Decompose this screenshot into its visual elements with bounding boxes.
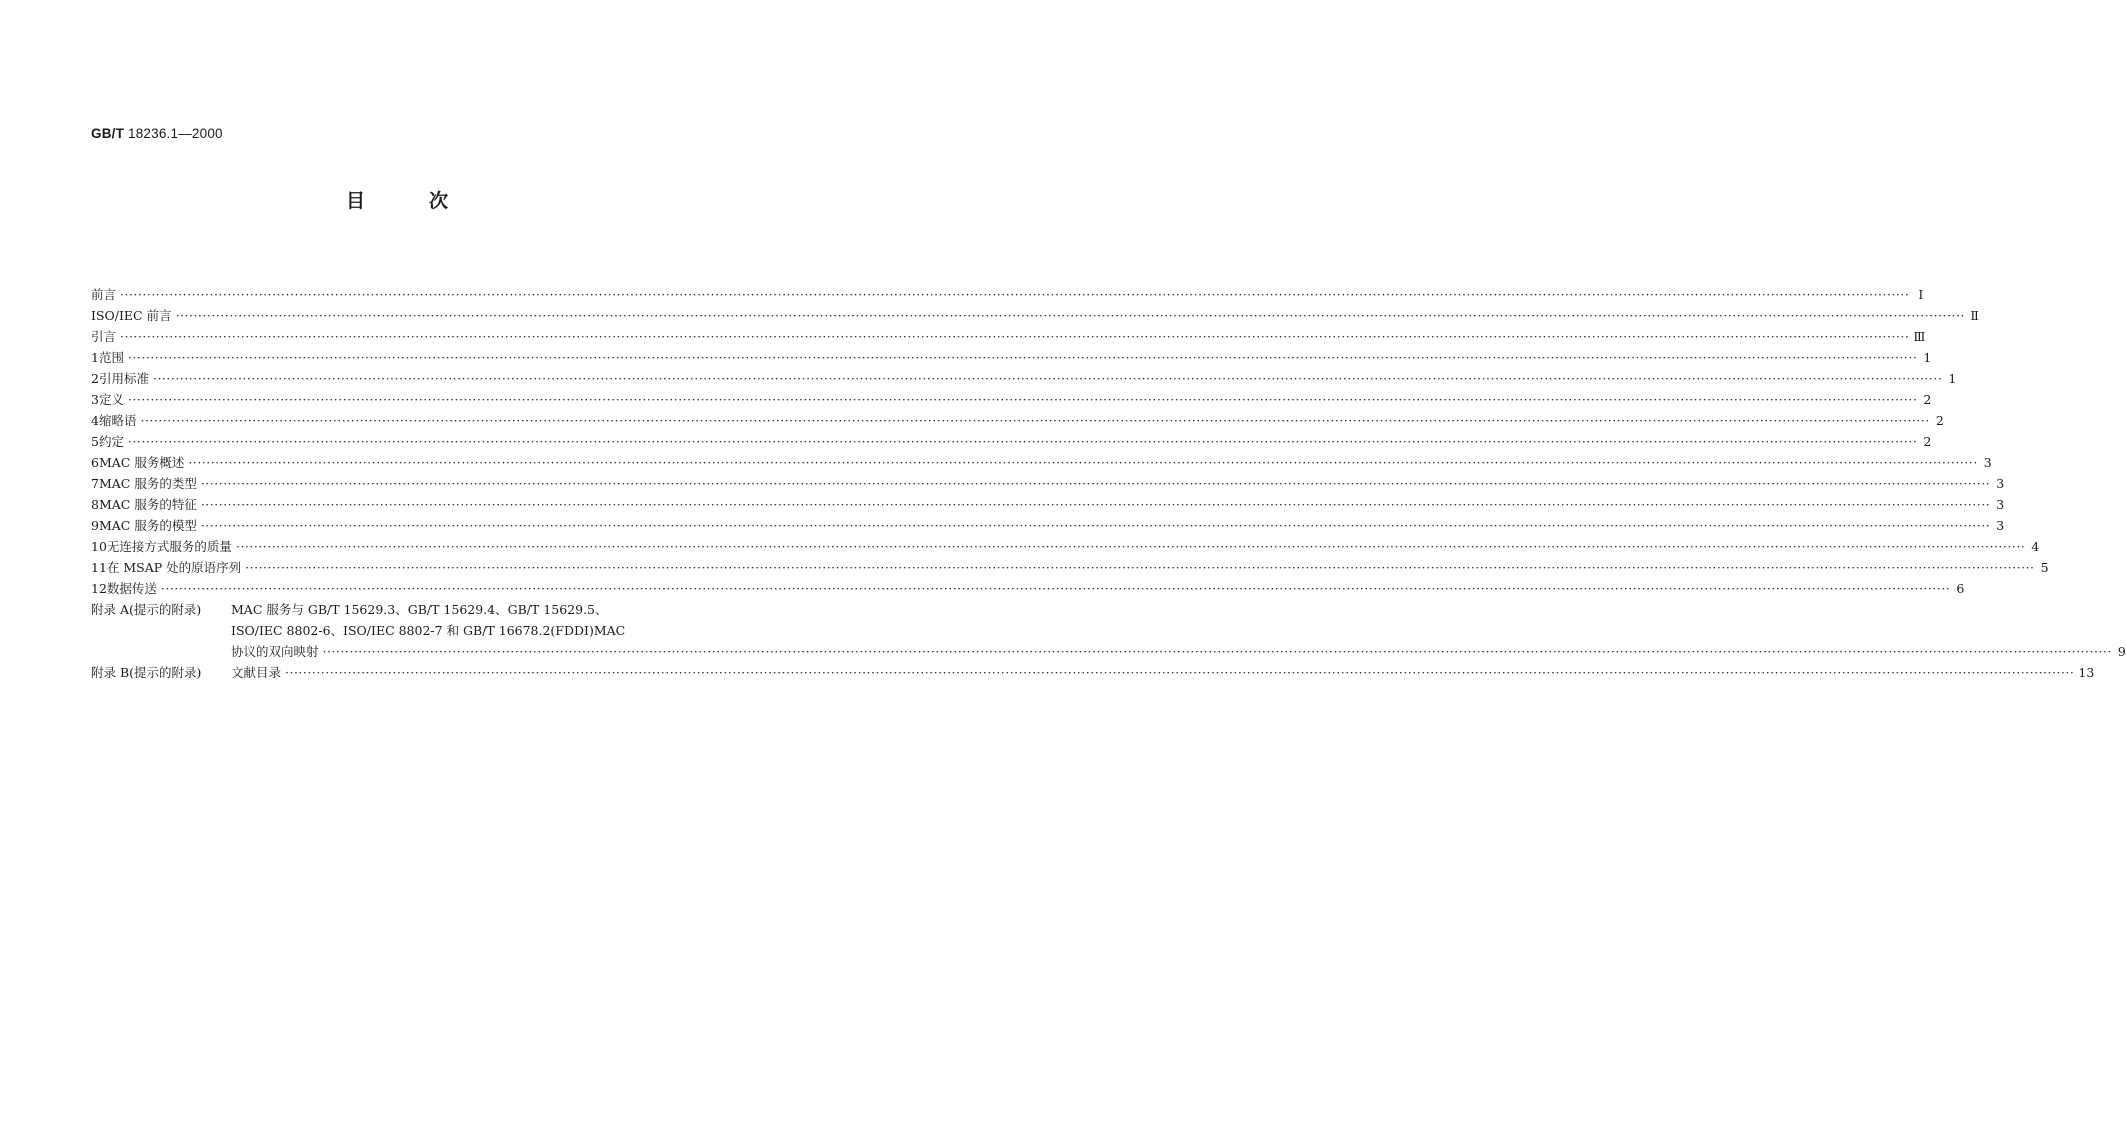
- toc-entry-page: 1: [1923, 350, 1932, 365]
- appendix-title-line: 文献目录: [231, 665, 282, 680]
- toc-entry-title: 范围: [98, 350, 124, 365]
- standard-code: [91, 126, 223, 141]
- appendix-title-line: MAC 服务与 GB/T 15629.3、GB/T 15629.4、GB/T 15629.5、: [231, 602, 608, 617]
- toc-appendix-entry[interactable]: [91, 662, 2095, 683]
- toc-entry[interactable]: [91, 578, 1965, 599]
- toc-entry[interactable]: [91, 452, 1992, 473]
- toc-entry-page: 3: [1996, 476, 2005, 491]
- dot-leader: ················································································································································································································································································································································································································: [140, 413, 1930, 428]
- standard-prefix: GB/T: [91, 126, 125, 141]
- toc-entry-number: 3: [91, 392, 99, 407]
- dot-leader: ················································································································································································································································································································································································································: [152, 371, 1943, 386]
- appendix-page: 9: [2117, 644, 2126, 659]
- toc-entry-page: 1: [1948, 371, 1957, 386]
- toc-entry-page: 5: [2040, 560, 2049, 575]
- toc-entry-title: 数据传送: [106, 581, 157, 596]
- dot-leader: ················································································································································································································································································································································································································: [200, 476, 1991, 491]
- toc-entry-title: 缩略语: [98, 413, 137, 428]
- toc-entry-title: MAC 服务概述: [98, 455, 185, 470]
- dot-leader: ················································································································································································································································································································································································································: [120, 329, 1910, 344]
- appendix-page: 13: [2078, 665, 2095, 680]
- toc-entry[interactable]: [91, 368, 1957, 389]
- toc-entry-page: I: [1918, 287, 1924, 302]
- toc-entry-page: 3: [1996, 518, 2005, 533]
- toc-entry-number: 8: [91, 497, 99, 512]
- toc-entry-number: 12: [91, 581, 107, 596]
- toc-entry-page: Ⅲ: [1913, 329, 1926, 344]
- toc-entry-page: 3: [1983, 455, 1992, 470]
- appendix-label: 附录 A(提示的附录): [91, 602, 202, 617]
- toc-entry-number: 7: [91, 476, 99, 491]
- toc-entry-title: 定义: [98, 392, 124, 407]
- toc-title: 目次: [345, 190, 512, 212]
- toc-entry[interactable]: [91, 410, 1944, 431]
- toc-entry-title: 引用标准: [98, 371, 149, 386]
- toc-entry-number: 5: [91, 434, 99, 449]
- dot-leader: ················································································································································································································································································································································································································: [235, 539, 2026, 554]
- dot-leader: ················································································································································································································································································································································································································: [127, 392, 1918, 407]
- toc-entry[interactable]: [91, 389, 1932, 410]
- toc-entry-title: MAC 服务的模型: [98, 518, 197, 533]
- toc-entry-title: 前言: [91, 287, 117, 302]
- toc-entry-number: 2: [91, 371, 99, 386]
- toc-entry[interactable]: [91, 557, 2049, 578]
- toc-entry[interactable]: [91, 515, 2005, 536]
- toc-entry-title: ISO/IEC 前言: [91, 308, 172, 323]
- toc-entry[interactable]: [91, 326, 1926, 347]
- toc-entry-number: 6: [91, 455, 99, 470]
- toc-entry-number: 1: [91, 350, 99, 365]
- toc-entry-title: MAC 服务的类型: [98, 476, 197, 491]
- dot-leader: ················································································································································································································································································································································································································: [200, 518, 1991, 533]
- toc-entry-page: 2: [1923, 392, 1932, 407]
- dot-leader: ················································································································································································································································································································································································································: [175, 308, 1965, 323]
- toc-entry-number: 11: [91, 560, 107, 575]
- dot-leader: ················································································································································································································································································································································································································: [245, 560, 2035, 575]
- toc-entry-page: 2: [1935, 413, 1944, 428]
- toc-entry-page: 4: [2031, 539, 2040, 554]
- toc-entry-page: Ⅱ: [1970, 308, 1979, 323]
- toc-entry-page: 6: [1956, 581, 1965, 596]
- toc-entry-title: 约定: [98, 434, 124, 449]
- toc-entry-page: 2: [1923, 434, 1932, 449]
- toc-entry-number: 10: [91, 539, 107, 554]
- toc-entry[interactable]: [91, 494, 2005, 515]
- toc-entry[interactable]: [91, 305, 1979, 326]
- toc-entry[interactable]: [91, 284, 1924, 305]
- dot-leader: ················································································································································································································································································································································································································: [127, 434, 1918, 449]
- dot-leader: ················································································································································································································································································································································································································: [127, 350, 1918, 365]
- appendix-label: 附录 B(提示的附录): [91, 665, 202, 680]
- toc-appendix-entry[interactable]: [91, 599, 2126, 662]
- dot-leader: ················································································································································································································································································································································································································: [160, 581, 1951, 596]
- toc-entry[interactable]: [91, 347, 1932, 368]
- toc-entry-title: 引言: [91, 329, 117, 344]
- dot-leader: ················································································································································································································································································································································································································: [120, 287, 1910, 302]
- toc-entry-number: 4: [91, 413, 99, 428]
- dot-leader: ················································································································································································································································································································································································································: [188, 455, 1978, 470]
- table-of-contents: [91, 284, 2126, 683]
- appendix-title-line: 协议的双向映射: [231, 644, 319, 659]
- toc-entry[interactable]: [91, 536, 2040, 557]
- appendix-title-line: ISO/IEC 8802-6、ISO/IEC 8802-7 和 GB/T 16678.2(FDDI)MAC: [231, 623, 626, 638]
- toc-entry-page: 3: [1996, 497, 2005, 512]
- dot-leader: ················································································································································································································································································································································································································: [322, 644, 2112, 659]
- toc-entry-title: 在 MSAP 处的原语序列: [106, 560, 242, 575]
- dot-leader: ················································································································································································································································································································································································································: [200, 497, 1991, 512]
- dot-leader: ················································································································································································································································································································································································································: [285, 665, 2075, 680]
- toc-entry-title: 无连接方式服务的质量: [106, 539, 232, 554]
- toc-entry[interactable]: [91, 473, 2005, 494]
- standard-number: 18236.1—2000: [128, 126, 223, 141]
- toc-entry[interactable]: [91, 431, 1932, 452]
- toc-entry-number: 9: [91, 518, 99, 533]
- toc-entry-title: MAC 服务的特征: [98, 497, 197, 512]
